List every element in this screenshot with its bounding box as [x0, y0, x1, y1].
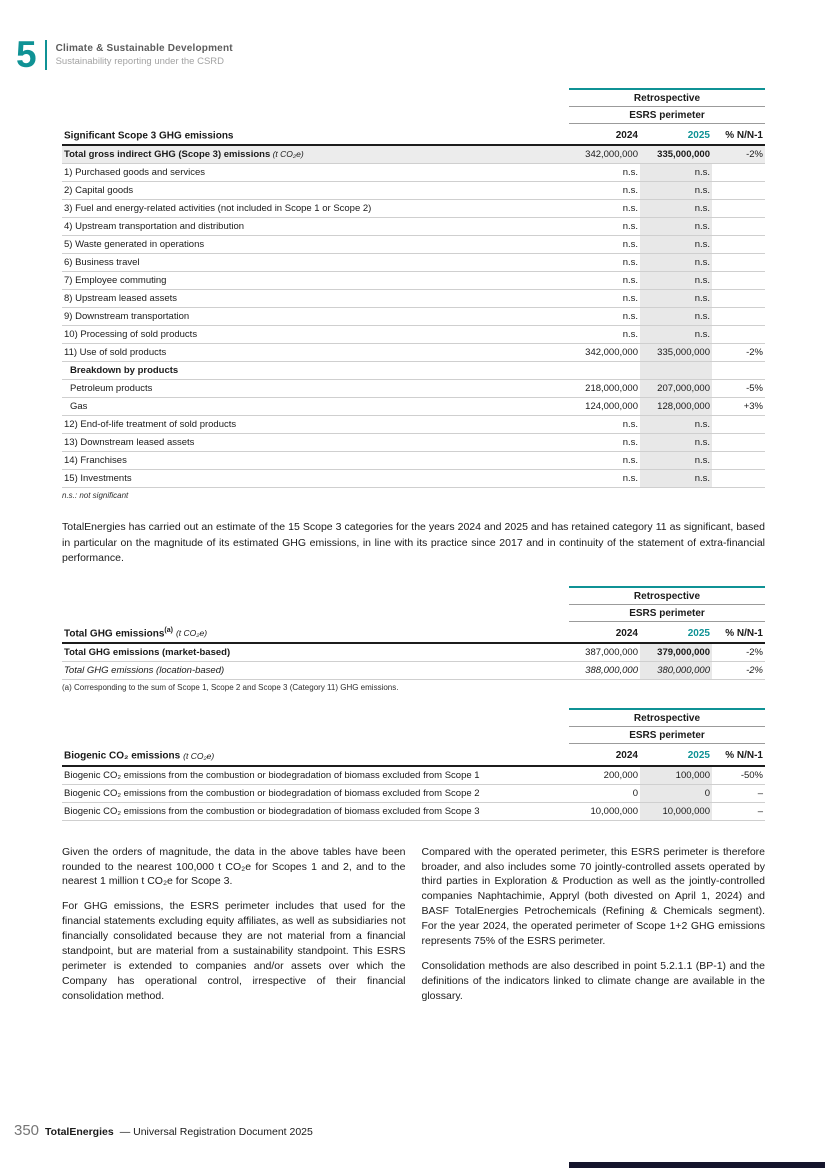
- table-title: Biogenic CO₂ emissions (t CO₂e): [62, 744, 507, 765]
- table-row: Total GHG emissions (location-based) 388,000,000 380,000,000 -2%: [62, 662, 765, 680]
- page-number: 350: [14, 1122, 40, 1139]
- table-row: 3) Fuel and energy-related activities (not included in Scope 1 or Scope 2) n.s. n.s.: [62, 200, 765, 218]
- col-2025: 2025: [640, 744, 712, 765]
- biogenic-co2-emissions-table: [62, 708, 765, 820]
- table-row: 10) Processing of sold products n.s. n.s.: [62, 326, 765, 344]
- footer-brand: TotalEnergies: [45, 1126, 114, 1138]
- col-variation: % N/N-1: [712, 744, 765, 765]
- scope3-emissions-table: [62, 88, 765, 500]
- table-row: 9) Downstream transportation n.s. n.s.: [62, 308, 765, 326]
- col-2024: 2024: [507, 744, 640, 765]
- esrs-perimeter-label: ESRS perimeter: [569, 605, 765, 622]
- table-row: 14) Franchises n.s. n.s.: [62, 452, 765, 470]
- esrs-perimeter-label: ESRS perimeter: [569, 727, 765, 744]
- footnote-a: (a) Corresponding to the sum of Scope 1, Scope 2 and Scope 3 (Category 11) GHG emissions.: [62, 683, 399, 693]
- table-body: [62, 643, 765, 680]
- chapter-header: [16, 36, 233, 73]
- table-row: Breakdown by products: [62, 362, 765, 380]
- table-period-header: [569, 586, 765, 622]
- table-row: 12) End-of-life treatment of sold products n.s. n.s.: [62, 416, 765, 434]
- page-footer: [14, 1122, 313, 1139]
- table-row: 8) Upstream leased assets n.s. n.s.: [62, 290, 765, 308]
- ns-footnote: n.s.: not significant: [62, 491, 129, 501]
- table-title: Significant Scope 3 GHG emissions: [62, 124, 507, 145]
- bottom-text-columns: [62, 845, 765, 1014]
- table-row: Gas 124,000,000 128,000,000 +3%: [62, 398, 765, 416]
- biogenic-table: [62, 744, 765, 820]
- table-row: Biogenic CO₂ emissions from the combustion or biodegradation of biomass excluded from Scope 3 10,000,000 10,000,000 –: [62, 802, 765, 820]
- table-row: Total gross indirect GHG (Scope 3) emissions (t CO₂e) 342,000,000 335,000,000 -2%: [62, 145, 765, 164]
- chapter-subtitle: Sustainability reporting under the CSRD: [55, 55, 225, 67]
- chapter-divider: [45, 40, 47, 70]
- table-row: Petroleum products 218,000,000 207,000,000 -5%: [62, 380, 765, 398]
- table-row: 6) Business travel n.s. n.s.: [62, 254, 765, 272]
- table-body: [62, 766, 765, 821]
- chapter-title: Climate & Sustainable Development: [55, 42, 233, 54]
- table-row: 11) Use of sold products 342,000,000 335,000,000 -2%: [62, 344, 765, 362]
- table-body: [62, 145, 765, 488]
- total-ghg-table: [62, 622, 765, 680]
- column-header-row: [62, 744, 765, 765]
- table-title: Total GHG emissions$^{(a)}$ (t CO₂e): [62, 622, 507, 643]
- page-content: [62, 88, 765, 1014]
- col-2025: 2025: [640, 124, 712, 145]
- left-column: [62, 845, 406, 1014]
- chapter-titles: [56, 43, 233, 67]
- col-2025: 2025: [640, 622, 712, 643]
- col-variation: % N/N-1: [712, 124, 765, 145]
- column-header-row: [62, 622, 765, 643]
- esrs-perimeter-label: ESRS perimeter: [569, 107, 765, 124]
- footer-document-title: — Universal Registration Document 2025: [119, 1126, 313, 1138]
- chapter-number: 5: [16, 34, 37, 75]
- column-header-row: [62, 124, 765, 145]
- table-period-header: [569, 88, 765, 124]
- col-2024: 2024: [507, 622, 640, 643]
- scope3-table: [62, 124, 765, 488]
- table-row: 7) Employee commuting n.s. n.s.: [62, 272, 765, 290]
- table-period-header: [569, 708, 765, 744]
- retrospective-label: Retrospective: [569, 710, 765, 727]
- retrospective-label: Retrospective: [569, 588, 765, 605]
- bottom-edge-bar: [569, 1162, 825, 1168]
- table-row: 13) Downstream leased assets n.s. n.s.: [62, 434, 765, 452]
- table-row: 1) Purchased goods and services n.s. n.s.: [62, 164, 765, 182]
- paragraph-esrs-perimeter: For GHG emissions, the ESRS perimeter includes that used for the financial statements excluding equity affiliates, as well as subsidiaries not financially consolidated because they are not material from a financial standpoint, but are material from a sustainability standpoint. This ESRS perimeter is extended to companies and/or assets over which the Company has operational control, irrespective of their financial consolidation method.: [62, 900, 406, 1002]
- table-row: Biogenic CO₂ emissions from the combustion or biodegradation of biomass excluded from Scope 1 200,000 100,000 -50%: [62, 766, 765, 785]
- table-row: 5) Waste generated in operations n.s. n.s.: [62, 236, 765, 254]
- table-row: 4) Upstream transportation and distribution n.s. n.s.: [62, 218, 765, 236]
- scope3-explanation-paragraph: TotalEnergies has carried out an estimate of the 15 Scope 3 categories for the years 2024 and 2025 and has retained category 11 as significant, based in particular on the magnitude of its estimated GHG emissions, in line with its practice since 2017 and in continuity of the statement of extra-financial performance.: [62, 521, 765, 564]
- paragraph-consolidation-methods: Consolidation methods are also described in point 5.2.1.1 (BP-1) and the definitions of the indicators linked to climate change are available in the glossary.: [421, 959, 765, 1002]
- paragraph-operated-perimeter: Compared with the operated perimeter, this ESRS perimeter is therefore broader, and also includes some 70 jointly-controlled assets operated by third parties in Exploration & Production as well as the jointly-controlled companies Naphtachimie, Appryl (both divested on April 1, 2024) and BASF TotalEnergies Petrochemicals (Refining & Chemicals segment). For the year 2024, the operated perimeter of Scope 1+2 GHG emissions represents 75% of the ESRS perimeter.: [421, 845, 765, 948]
- table-row: 15) Investments n.s. n.s.: [62, 470, 765, 488]
- right-column: [422, 845, 766, 1014]
- table-row: 2) Capital goods n.s. n.s.: [62, 182, 765, 200]
- col-2024: 2024: [507, 124, 640, 145]
- paragraph-rounding: Given the orders of magnitude, the data in the above tables have been rounded to the nearest 100,000 t CO₂e for Scopes 1 and 2, and to the nearest 1 million t CO₂e for Scope 3.: [62, 845, 406, 888]
- table-row: Total GHG emissions (market-based) 387,000,000 379,000,000 -2%: [62, 643, 765, 662]
- table-row: Biogenic CO₂ emissions from the combustion or biodegradation of biomass excluded from Scope 2 0 0 –: [62, 784, 765, 802]
- total-ghg-emissions-table: [62, 586, 765, 692]
- retrospective-label: Retrospective: [569, 90, 765, 107]
- col-variation: % N/N-1: [712, 622, 765, 643]
